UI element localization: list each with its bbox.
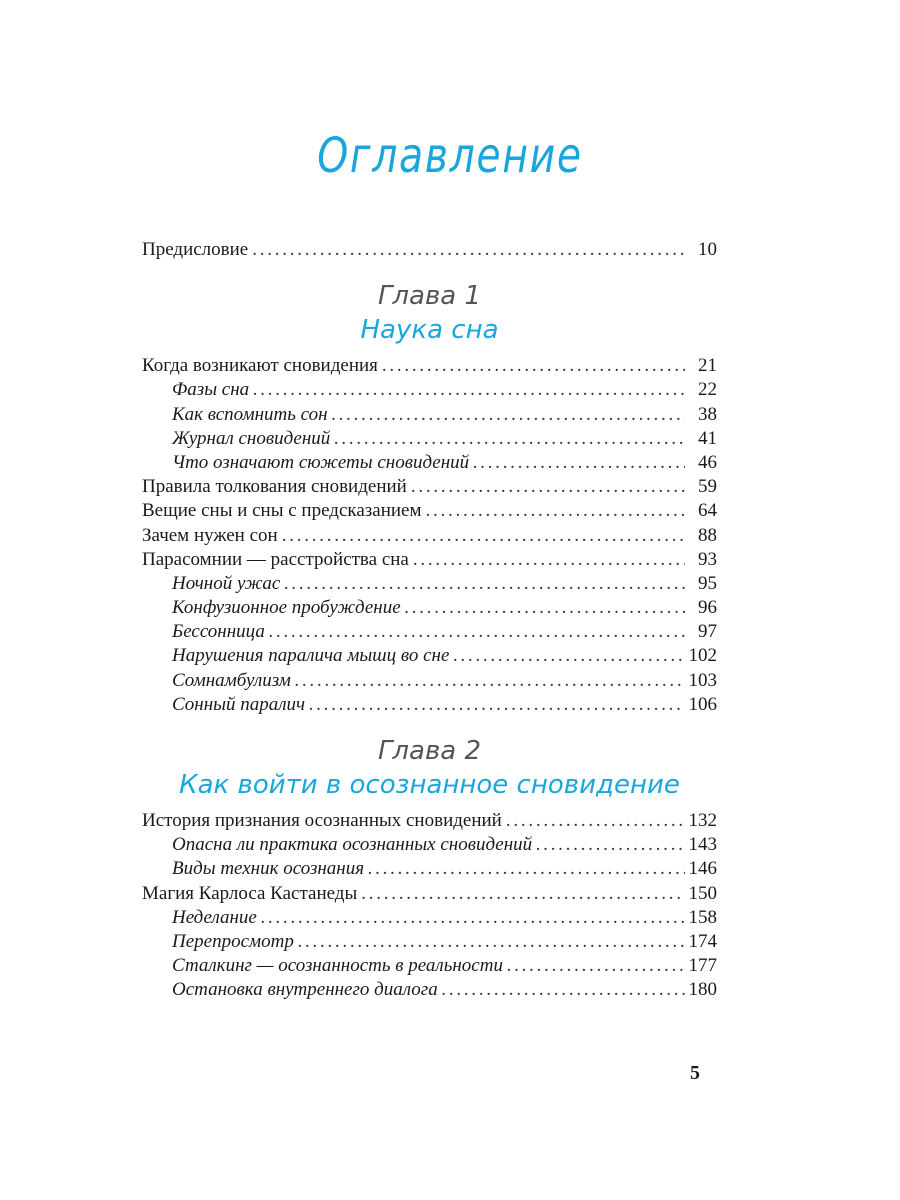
chapter-heading: [142, 280, 717, 348]
toc-entry-page: 158: [688, 906, 717, 928]
dot-leader: [309, 693, 684, 717]
table-of-contents: [142, 238, 717, 1003]
dot-leader: [473, 451, 685, 475]
chapter-number: Глава 1: [377, 281, 482, 312]
toc-entry[interactable]: [142, 475, 717, 499]
toc-entry-page: 10: [698, 239, 717, 260]
toc-subentry[interactable]: [142, 954, 717, 978]
toc-entry-page: 88: [698, 524, 717, 546]
toc-subentry[interactable]: [142, 620, 717, 644]
toc-entry-title: Журнал сновидений: [172, 427, 331, 449]
dot-leader: [261, 906, 685, 930]
toc-entry-title: Бессонница: [172, 621, 265, 643]
dot-leader: [284, 572, 685, 596]
toc-entry-page: 102: [688, 645, 717, 667]
dot-leader: [295, 669, 685, 693]
toc-entry[interactable]: [142, 882, 717, 906]
toc-entry-page: 180: [688, 979, 717, 1001]
toc-entry-title: Опасна ли практика осознанных сновидений: [172, 834, 533, 856]
toc-entry-title: Остановка внутреннего диалога: [172, 979, 438, 1001]
toc-entry-page: 38: [698, 403, 717, 425]
toc-entry-title: Сонный паралич: [172, 693, 306, 715]
toc-entry-title: Когда возникают сновидения: [142, 355, 378, 377]
chapter-heading: [142, 735, 717, 803]
toc-entry-page: 106: [688, 693, 717, 715]
dot-leader: [368, 857, 684, 881]
toc-entry-page: 143: [688, 834, 717, 856]
toc-entry[interactable]: [142, 524, 717, 548]
dot-leader: [453, 644, 684, 668]
toc-entry-page: 97: [698, 621, 717, 643]
toc-entry-page: 95: [698, 572, 717, 594]
chapter-list: [142, 280, 717, 1002]
toc-entry-page: 146: [688, 858, 717, 880]
toc-subentry[interactable]: [142, 857, 717, 881]
dot-leader: [282, 524, 685, 548]
dot-leader: [411, 475, 685, 499]
toc-subentry[interactable]: [142, 906, 717, 930]
toc-entry-title: Фазы сна: [172, 379, 250, 401]
toc-subentry[interactable]: [142, 930, 717, 954]
toc-entry-page: 41: [698, 427, 717, 449]
toc-entry-page: 21: [698, 355, 717, 377]
page-title: Оглавление: [317, 128, 583, 184]
toc-entry-page: 93: [698, 548, 717, 570]
toc-entry-title: Конфузионное пробуждение: [172, 597, 401, 619]
toc-subentry[interactable]: [142, 378, 717, 402]
toc-subentry[interactable]: [142, 572, 717, 596]
toc-subentry[interactable]: [142, 693, 717, 717]
dot-leader: [413, 548, 685, 572]
dot-leader: [334, 427, 685, 451]
toc-entry-title: Магия Карлоса Кастанеды: [142, 882, 358, 904]
toc-entry-title: Сомнамбулизм: [172, 669, 291, 691]
toc-entry[interactable]: [142, 809, 717, 833]
toc-subentry[interactable]: [142, 403, 717, 427]
chapter-number: Глава 2: [377, 736, 482, 766]
toc-entry-page: 59: [698, 476, 717, 498]
toc-entry[interactable]: [142, 354, 717, 378]
toc-entry-title: Зачем нужен сон: [142, 524, 278, 546]
dot-leader: [405, 596, 685, 620]
chapter-name: Как войти в осознанное сновидение: [179, 770, 680, 800]
chapter-name: Наука сна: [360, 315, 499, 346]
toc-entry-page: 22: [698, 379, 717, 401]
toc-subentry[interactable]: [142, 644, 717, 668]
toc-entry-page: 103: [688, 669, 717, 691]
toc-entry-title: Парасомнии — расстройства сна: [142, 548, 409, 570]
toc-entry-title: Как вспомнить сон: [172, 403, 328, 425]
toc-entry-page: 132: [688, 810, 717, 831]
dot-leader: [298, 930, 685, 954]
toc-entry-page: 96: [698, 597, 717, 619]
toc-entry[interactable]: [142, 499, 717, 523]
toc-entry-title: Сталкинг — осознанность в реальности: [172, 955, 503, 977]
toc-entry-title: Виды техник осознания: [172, 858, 365, 880]
toc-entry-title: История признания осознанных сновидений: [142, 810, 502, 831]
toc-subentry[interactable]: [142, 669, 717, 693]
toc-entry-page: 64: [698, 500, 717, 522]
toc-entry-page: 177: [688, 955, 717, 977]
dot-leader: [507, 954, 685, 978]
toc-entry-page: 150: [688, 882, 717, 904]
toc-entry-title: Ночной ужас: [172, 572, 281, 594]
page-number: 5: [690, 1062, 700, 1084]
toc-entry-title: Вещие сны и сны с предсказанием: [142, 500, 422, 522]
toc-entry-title: Неделание: [172, 906, 257, 928]
dot-leader: [361, 882, 684, 906]
toc-entry-title: Предисловие: [142, 239, 249, 260]
dot-leader: [506, 809, 685, 833]
dot-leader: [382, 354, 685, 378]
toc-subentry[interactable]: [142, 596, 717, 620]
dot-leader: [332, 403, 685, 427]
toc-entry-page: 174: [688, 930, 717, 952]
dot-leader: [425, 499, 685, 523]
toc-entry[interactable]: [142, 548, 717, 572]
toc-subentry[interactable]: [142, 833, 717, 857]
dot-leader: [253, 378, 685, 402]
toc-subentry[interactable]: [142, 427, 717, 451]
toc-entry-page: 46: [698, 451, 717, 473]
toc-subentry[interactable]: [142, 978, 717, 1002]
toc-entry-title: Что означают сюжеты сновидений: [172, 451, 470, 473]
dot-leader: [536, 833, 684, 857]
toc-entry-preface[interactable]: [142, 238, 717, 262]
toc-entry-title: Нарушения паралича мышц во сне: [172, 645, 450, 667]
dot-leader: [442, 978, 685, 1002]
dot-leader: [269, 620, 685, 644]
dot-leader: [252, 238, 685, 262]
toc-entry-title: Перепросмотр: [172, 930, 294, 952]
toc-entry-title: Правила толкования сновидений: [142, 476, 407, 498]
toc-subentry[interactable]: [142, 451, 717, 475]
